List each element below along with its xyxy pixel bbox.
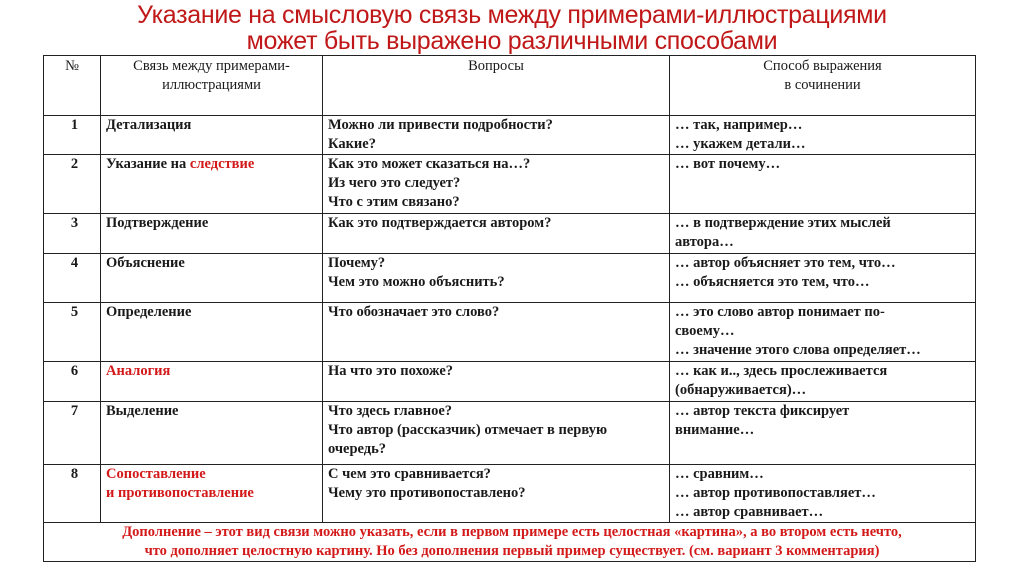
expression-cell: [670, 362, 976, 402]
expression-line: … укажем детали…: [675, 136, 806, 152]
question-line: Какие?: [328, 136, 376, 152]
relation-cell: [101, 254, 323, 303]
expression-cell: [670, 402, 976, 465]
relation-text: Детализация: [106, 117, 192, 133]
relation-cell: [101, 303, 323, 362]
questions-cell: [323, 214, 670, 254]
question-line: Как это может сказаться на…?: [328, 156, 531, 172]
expression-line: автора…: [675, 234, 734, 250]
row-number: 7: [44, 402, 101, 465]
relation-text: Аналогия: [106, 363, 171, 379]
expression-line: … как и.., здесь прослеживается: [675, 363, 888, 379]
row-number: 3: [44, 214, 101, 254]
expression-line: … сравним…: [675, 466, 764, 482]
expression-line: … автор текста фиксирует: [675, 403, 850, 419]
footer-row: [44, 523, 976, 562]
question-line: очередь?: [328, 441, 387, 457]
questions-cell: [323, 155, 670, 214]
expression-line: … значение этого слова определяет…: [675, 342, 921, 358]
relation-cell: [101, 214, 323, 254]
expression-cell: [670, 303, 976, 362]
relation-cell: [101, 155, 323, 214]
table-body: [44, 116, 976, 523]
expression-cell: [670, 214, 976, 254]
expression-cell: [670, 155, 976, 214]
table-row: [44, 402, 976, 465]
expression-cell: [670, 116, 976, 155]
questions-cell: [323, 303, 670, 362]
expression-line: … в подтверждение этих мыслей: [675, 215, 891, 231]
table-row: [44, 214, 976, 254]
question-line: Чему это противопоставлено?: [328, 485, 526, 501]
question-line: Что с этим связано?: [328, 194, 460, 210]
footer-line-1: Дополнение – этот вид связи можно указать, если в первом примере есть целостная «картина», а во втором есть нечто,: [122, 524, 902, 540]
row-number: 5: [44, 303, 101, 362]
table-row: [44, 155, 976, 214]
expression-line: … это слово автор понимает по-: [675, 304, 885, 320]
expression-line: … объясняется это тем, что…: [675, 274, 870, 290]
relation-cell: [101, 402, 323, 465]
header-questions: Вопросы: [323, 56, 670, 116]
relation-text: Определение: [106, 304, 192, 320]
expression-line: … автор противопоставляет…: [675, 485, 876, 501]
expression-cell: [670, 465, 976, 523]
expression-line: … вот почему…: [675, 156, 781, 172]
table-row: [44, 116, 976, 155]
relation-text: Указание на: [106, 156, 190, 172]
question-line: Из чего это следует?: [328, 175, 461, 191]
question-line: Чем это можно объяснить?: [328, 274, 505, 290]
row-number: 6: [44, 362, 101, 402]
relations-table: [43, 55, 976, 562]
footer-line-2: что дополняет целостную картину. Но без дополнения первый пример существует. (см. вариант 3 комментария): [144, 543, 880, 559]
questions-cell: [323, 254, 670, 303]
relation-text: и противопоставление: [106, 485, 254, 501]
expression-line: (обнаруживается)…: [675, 382, 807, 398]
questions-cell: [323, 116, 670, 155]
question-line: На что это похоже?: [328, 363, 454, 379]
question-line: Можно ли привести подробности?: [328, 117, 553, 133]
table-row: [44, 362, 976, 402]
table-row: [44, 465, 976, 523]
relation-cell: [101, 465, 323, 523]
questions-cell: [323, 465, 670, 523]
question-line: С чем это сравнивается?: [328, 466, 491, 482]
expression-line: своему…: [675, 323, 735, 339]
expression-line: … автор объясняет это тем, что…: [675, 255, 896, 271]
table-row: [44, 303, 976, 362]
header-row: [44, 56, 976, 116]
relation-text: Подтверждение: [106, 215, 209, 231]
header-expression: Способ выражения в сочинении: [670, 56, 976, 116]
row-number: 2: [44, 155, 101, 214]
relation-text: следствие: [189, 156, 255, 172]
relation-text: Сопоставление: [106, 466, 206, 482]
expression-line: … автор сравнивает…: [675, 504, 824, 520]
table-row: [44, 254, 976, 303]
expression-line: … так, например…: [675, 117, 803, 133]
question-line: Что здесь главное?: [328, 403, 453, 419]
questions-cell: [323, 402, 670, 465]
question-line: Что обозначает это слово?: [328, 304, 500, 320]
question-line: Почему?: [328, 255, 386, 271]
row-number: 4: [44, 254, 101, 303]
question-line: Что автор (рассказчик) отмечает в первую: [328, 422, 608, 438]
title-line-1: Указание на смысловую связь между примерами-иллюстрациями: [137, 1, 887, 29]
relation-text: Объяснение: [106, 255, 185, 271]
header-relation: Связь между примерами- иллюстрациями: [101, 56, 323, 116]
header-number: №: [44, 56, 101, 116]
title-line-2: может быть выражено различными способами: [246, 27, 778, 55]
relation-text: Выделение: [106, 403, 179, 419]
relation-cell: [101, 116, 323, 155]
relation-cell: [101, 362, 323, 402]
question-line: Как это подтверждается автором?: [328, 215, 552, 231]
questions-cell: [323, 362, 670, 402]
page-title: [0, 2, 1024, 54]
expression-line: внимание…: [675, 422, 755, 438]
expression-cell: [670, 254, 976, 303]
footer-note: [44, 523, 976, 562]
row-number: 8: [44, 465, 101, 523]
row-number: 1: [44, 116, 101, 155]
